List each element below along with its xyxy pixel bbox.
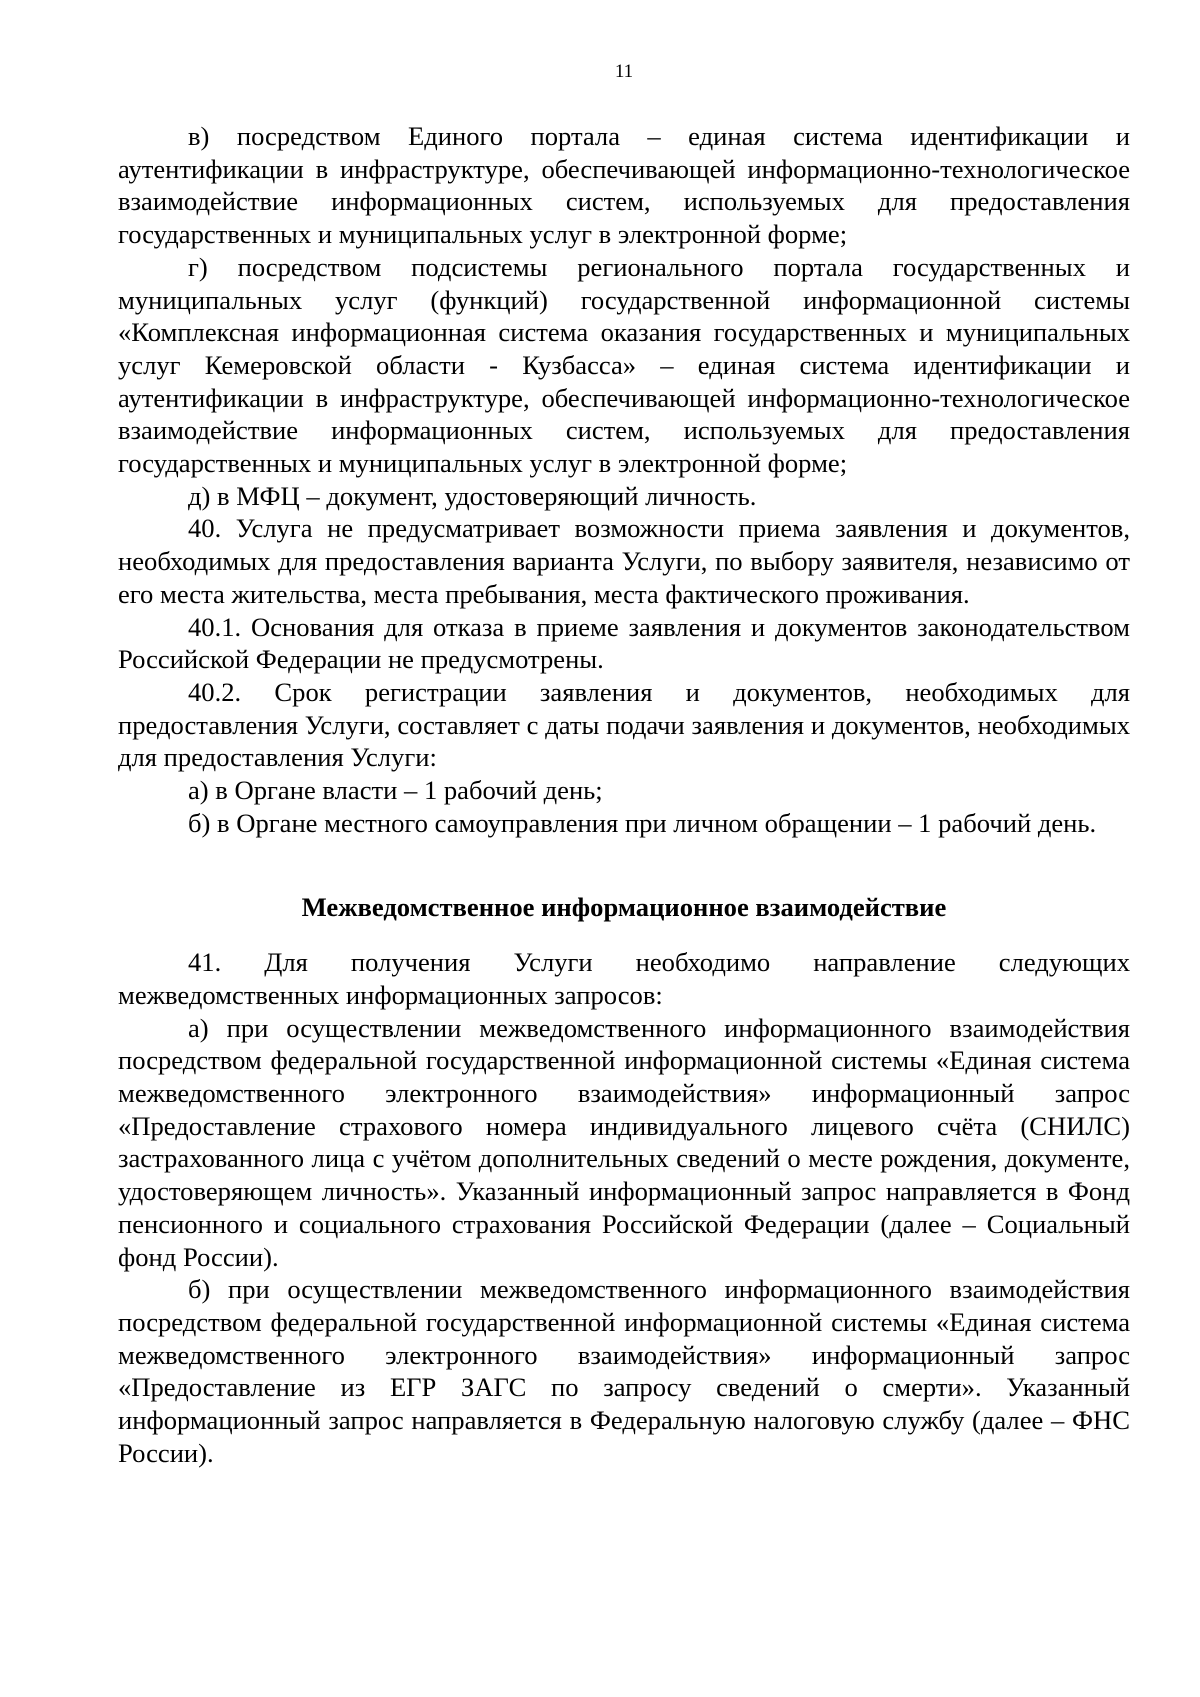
paragraph-41-b: б) при осуществлении межведомственного информационного взаимодействия посредством федеральной государственной информационной системы «Единая система межведомственного электронного взаимодействия» информационный запрос «Предоставление из ЕГР ЗАГС по запросу сведений о смерти». Указанный информационный запрос направляется в Федеральную налоговую службу (далее – ФНС России). (118, 1274, 1130, 1468)
paragraph-g-regional-portal: г) посредством подсистемы регионального портала государственных и муниципальных услуг (функций) государственной информационной системы «Комплексная информационная система оказания государственных и муниципальных услуг Кемеровской области - Кузбасса» – единая система идентификации и аутентификации в инфраструктуре, обеспечивающей информационно-технологическое взаимодействие информационных систем, используемых для предоставления государственных и муниципальных услуг в электронной форме; (118, 251, 1130, 479)
paragraph-40-2: 40.2. Срок регистрации заявления и документов, необходимых для предоставления Услуги, составляет с даты подачи заявления и документов, необходимых для предоставления Услуги: (118, 676, 1130, 773)
paragraph-40-2-a: а) в Органе власти – 1 рабочий день; (188, 775, 603, 806)
page-number: 11 (614, 61, 634, 82)
paragraph-40-1: 40.1. Основания для отказа в приеме заявления и документов законодательством Российской Федерации не предусмотрены. (118, 611, 1130, 675)
paragraph-41-a: а) при осуществлении межведомственного информационного взаимодействия посредством федеральной государственной информационной системы «Единая система межведомственного электронного взаимодействия» информационный запрос «Предоставление страхового номера индивидуального лицевого счёта (СНИЛС) застрахованного лица с учётом дополнительных сведений о месте рождения, документе, удостоверяющем личность». Указанный информационный запрос направляется в Фонд пенсионного и социального страхования Российской Федерации (далее – Социальный фонд России). (118, 1012, 1130, 1272)
section-heading: Межведомственное информационное взаимодействие (301, 892, 947, 923)
paragraph-40: 40. Услуга не предусматривает возможности приема заявления и документов, необходимых для предоставления варианта Услуги, по выбору заявителя, независимо от его места жительства, места пребывания, места фактического проживания. (118, 513, 1130, 609)
document-page (118, 60, 1130, 1469)
paragraph-40-2-b: б) в Органе местного самоуправления при личном обращении – 1 рабочий день. (188, 807, 1097, 838)
paragraph-v-unified-portal: в) посредством Единого портала – единая система идентификации и аутентификации в инфраструктуре, обеспечивающей информационно-технологическое взаимодействие информационных систем, используемых для предоставления государственных и муниципальных услуг в электронной форме; (118, 121, 1130, 250)
paragraph-d-mfc: д) в МФЦ – документ, удостоверяющий личность. (188, 480, 757, 511)
paragraph-41: 41. Для получения Услуги необходимо направление следующих межведомственных информационных запросов: (118, 947, 1130, 1010)
